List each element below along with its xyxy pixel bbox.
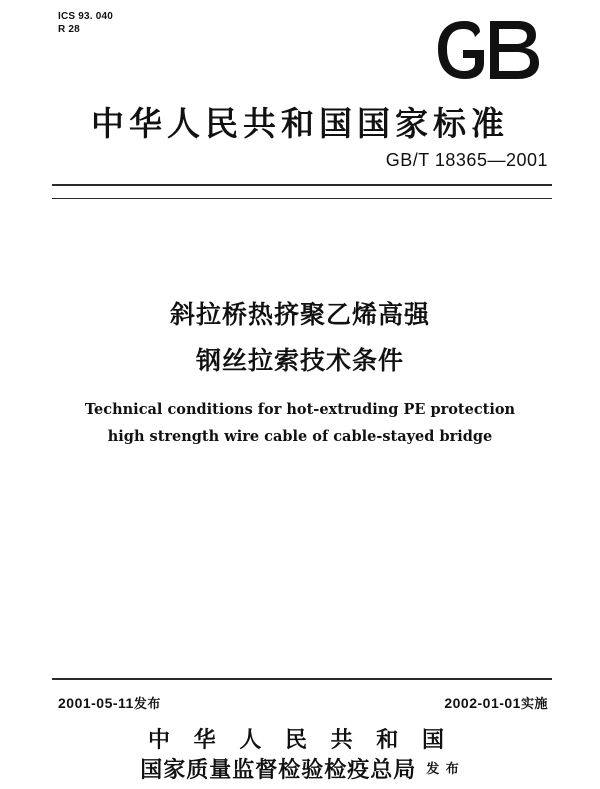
document-title-en-line2: high strength wire cable of cable-stayed bridge [107,428,493,445]
publisher-issue-word: 发 布 [426,762,460,777]
divider-thin [52,198,552,199]
header-row [58,10,550,100]
ics-classification [58,10,113,36]
publisher-line2: 国家质量监督检验检疫总局 [140,758,417,783]
publisher-block [0,726,600,789]
ics-code: ICS 93. 040 [58,11,114,22]
ccs-code: R 28 [58,24,80,35]
document-title-en [0,396,600,450]
issue-date-block [58,693,161,712]
standard-number: GB/T 18365—2001 [385,150,548,170]
implementation-date: 2002-01-01 [444,695,521,711]
divider-bottom [52,678,552,680]
implementation-date-label: 实施 [520,697,548,712]
publisher-line2-row [0,756,600,789]
issue-date-label: 发布 [133,697,161,712]
issue-date: 2001-05-11 [58,695,134,711]
document-title-cn-line1: 斜拉桥热挤聚乙烯高强 [169,300,430,329]
implementation-date-block [444,693,548,712]
document-title-cn [0,292,600,384]
divider-thick [52,184,552,186]
publisher-line1: 中 华 人 民 共 和 国 [148,728,452,753]
document-title-cn-line2: 钢丝拉索技术条件 [195,346,404,375]
gb-logo-icon [430,16,550,86]
document-title-en-line1: Technical conditions for hot-extruding PE protection [84,401,516,418]
national-standard-title: 中华人民共和国国家标准 [91,104,509,143]
